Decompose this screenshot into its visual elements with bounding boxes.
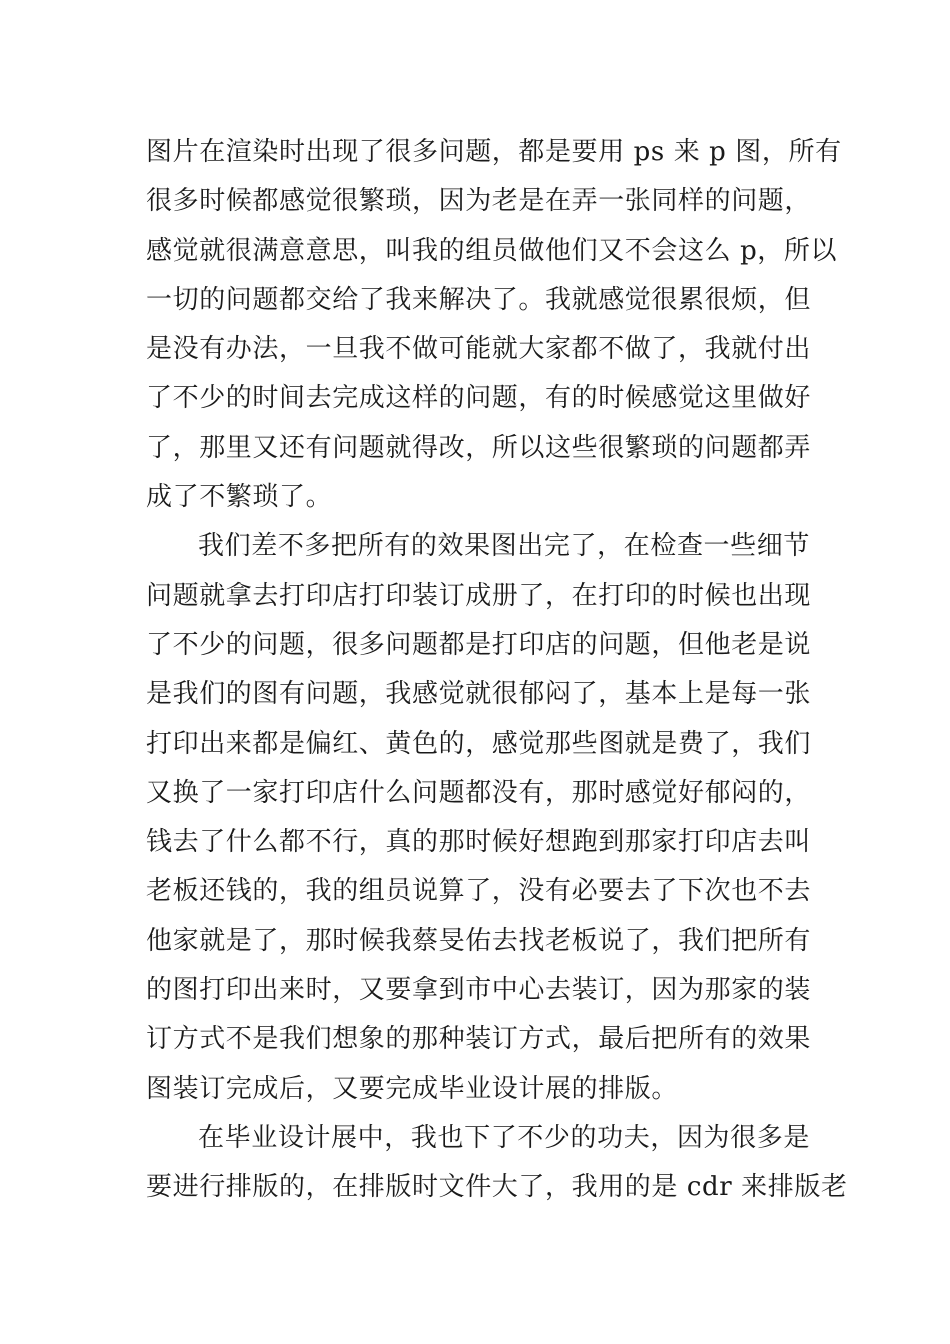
text-line: 问题就拿去打印店打印装订成册了，在打印的时候也出现 xyxy=(146,580,812,611)
text-line: 是我们的图有问题，我感觉就很郁闷了，基本上是每一张 xyxy=(146,679,812,710)
text-line: 图片在渲染时出现了很多问题，都是要用 ps 来 p 图，所有 xyxy=(146,137,842,167)
text-line: 我们差不多把所有的效果图出完了，在检查一些细节 xyxy=(198,531,810,562)
text-line: 在毕业设计展中，我也下了不少的功夫，因为很多是 xyxy=(198,1122,810,1153)
text-line: 的图打印出来时，又要拿到市中心去装订，因为那家的装 xyxy=(146,975,812,1006)
text-line: 订方式不是我们想象的那种装订方式，最后把所有的效果 xyxy=(146,1024,812,1055)
text-line: 老板还钱的，我的组员说算了，没有必要去了下次也不去 xyxy=(146,876,812,907)
text-line: 钱去了什么都不行，真的那时候好想跑到那家打印店去叫 xyxy=(146,827,812,858)
document-body xyxy=(146,128,848,1213)
text-line: 要进行排版的，在排版时文件大了，我用的是 cdr 来排版老 xyxy=(146,1172,848,1203)
text-line: 了不少的时间去完成这样的问题，有的时候感觉这里做好 xyxy=(146,383,812,414)
text-line: 一切的问题都交给了我来解决了。我就感觉很累很烦，但 xyxy=(146,284,812,315)
paragraph-3 xyxy=(146,1114,848,1213)
text-line: 图装订完成后，又要完成毕业设计展的排版。 xyxy=(146,1073,679,1104)
text-line: 感觉就很满意意思，叫我的组员做他们又不会这么 p，所以 xyxy=(146,235,838,266)
text-line: 成了不繁琐了。 xyxy=(146,482,333,513)
paragraph-2 xyxy=(146,522,810,1114)
text-line: 打印出来都是偏红、黄色的，感觉那些图就是费了，我们 xyxy=(146,728,812,759)
text-line: 了不少的问题，很多问题都是打印店的问题，但他老是说 xyxy=(146,629,812,660)
paragraph-1 xyxy=(146,128,842,522)
text-line: 是没有办法，一旦我不做可能就大家都不做了，我就付出 xyxy=(146,334,812,365)
text-line: 了，那里又还有问题就得改，所以这些很繁琐的问题都弄 xyxy=(146,432,812,463)
text-line: 很多时候都感觉很繁琐，因为老是在弄一张同样的问题， xyxy=(146,186,812,217)
text-line: 他家就是了，那时候我蔡旻佑去找老板说了，我们把所有 xyxy=(146,925,812,956)
text-line: 又换了一家打印店什么问题都没有，那时感觉好郁闷的， xyxy=(146,777,812,808)
